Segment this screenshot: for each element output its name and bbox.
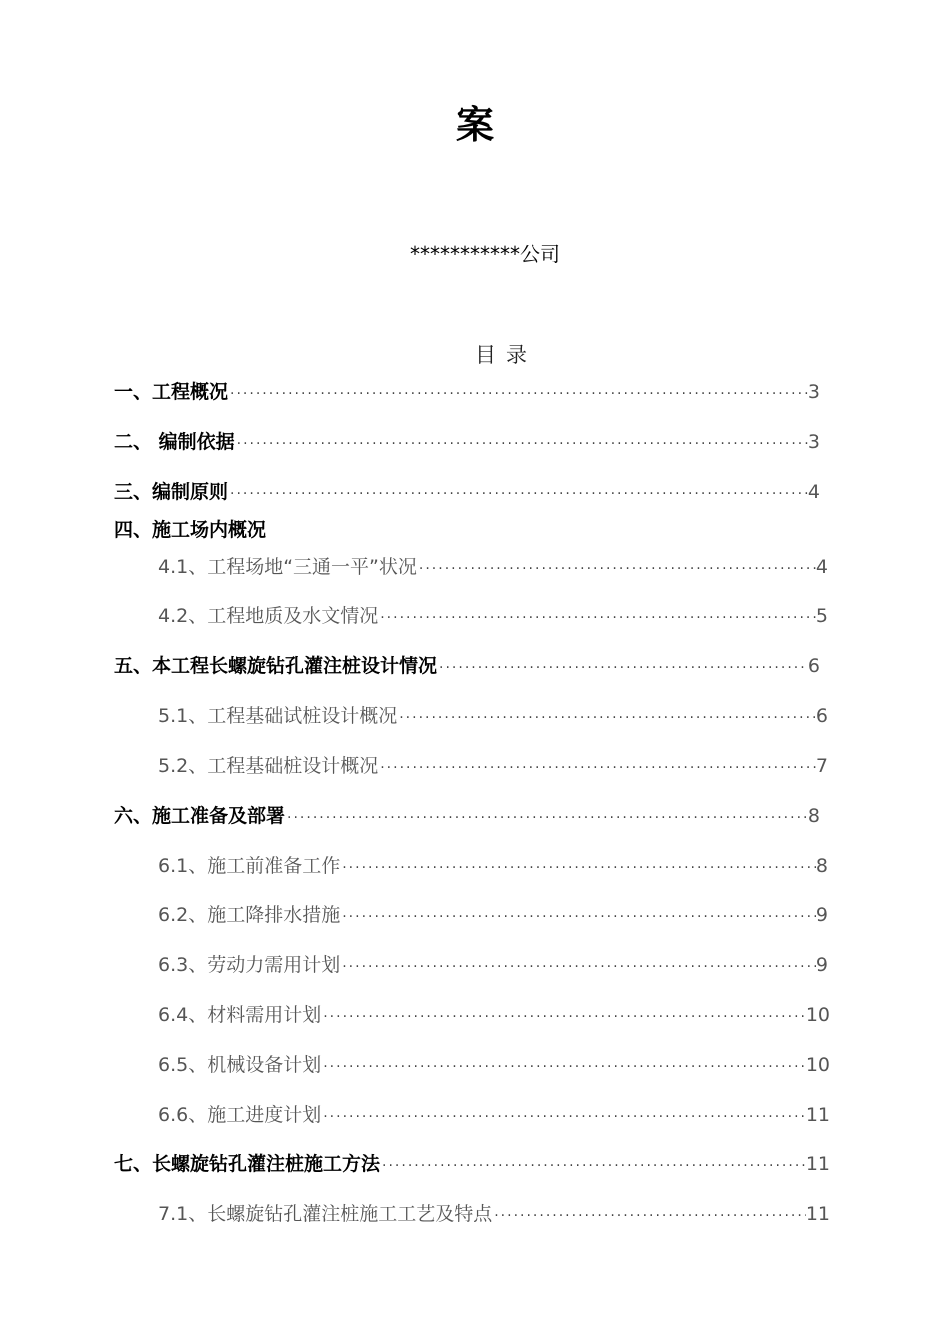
toc-entry[interactable] bbox=[114, 427, 820, 457]
toc-entry-page: 3 bbox=[807, 381, 820, 403]
toc-entry[interactable] bbox=[114, 651, 820, 681]
toc-entry-page: 6 bbox=[815, 705, 828, 727]
toc-entry-page: 10 bbox=[805, 1004, 830, 1026]
document-title: 案 bbox=[455, 103, 494, 147]
toc-entry-label: 5.2、工程基础桩设计概况 bbox=[158, 755, 379, 777]
toc-entry-page: 4 bbox=[807, 481, 820, 503]
toc-dot-leader bbox=[340, 853, 816, 883]
toc-dot-leader bbox=[285, 803, 808, 833]
toc-entry-label: 4.1、工程场地“三通一平”状况 bbox=[158, 556, 417, 578]
toc-entry[interactable] bbox=[114, 477, 820, 507]
company-name: ***********公司 bbox=[410, 242, 560, 266]
toc-entry-page: 11 bbox=[805, 1203, 830, 1225]
toc-entry-page: 8 bbox=[807, 805, 820, 827]
toc-entry[interactable] bbox=[158, 552, 828, 582]
toc-entry-label: 三、编制原则 bbox=[114, 481, 229, 503]
toc-entry[interactable] bbox=[114, 1149, 830, 1179]
toc-entry-page: 7 bbox=[815, 755, 828, 777]
toc-entry-page: 11 bbox=[805, 1104, 830, 1126]
toc-entry-label: 6.6、施工进度计划 bbox=[158, 1104, 322, 1126]
toc-entry-label: 6.4、材料需用计划 bbox=[158, 1004, 322, 1026]
toc-dot-leader bbox=[228, 379, 808, 409]
toc-dot-leader bbox=[340, 902, 816, 932]
toc-dot-leader bbox=[321, 1002, 806, 1032]
toc-dot-leader bbox=[380, 1151, 806, 1181]
toc-entry-label: 七、长螺旋钻孔灌注桩施工方法 bbox=[114, 1153, 381, 1175]
toc-dot-leader bbox=[321, 1052, 806, 1082]
toc-entry[interactable] bbox=[114, 515, 820, 545]
toc-dot-leader bbox=[417, 554, 816, 584]
toc-dot-leader bbox=[437, 653, 808, 683]
toc-heading: 目录 bbox=[475, 343, 537, 367]
toc-entry[interactable] bbox=[158, 1199, 830, 1229]
toc-entry-page: 5 bbox=[815, 605, 828, 627]
toc-entry[interactable] bbox=[114, 801, 820, 831]
toc-dot-leader bbox=[235, 429, 808, 459]
toc-entry-label: 6.5、机械设备计划 bbox=[158, 1054, 322, 1076]
toc-entry-page: 3 bbox=[807, 431, 820, 453]
toc-entry-page: 11 bbox=[805, 1153, 830, 1175]
toc-entry[interactable] bbox=[158, 851, 828, 881]
toc-entry[interactable] bbox=[158, 1000, 830, 1030]
toc-entry-label: 四、施工场内概况 bbox=[114, 519, 267, 541]
toc-entry-label: 6.1、施工前准备工作 bbox=[158, 855, 341, 877]
toc-dot-leader bbox=[340, 952, 816, 982]
toc-entry-label: 六、施工准备及部署 bbox=[114, 805, 286, 827]
toc-dot-leader bbox=[378, 603, 816, 633]
toc-dot-leader bbox=[378, 753, 816, 783]
toc-entry-label: 7.1、长螺旋钻孔灌注桩施工工艺及特点 bbox=[158, 1203, 493, 1225]
toc-entry-page: 10 bbox=[805, 1054, 830, 1076]
toc-dot-leader bbox=[228, 479, 808, 509]
toc-entry[interactable] bbox=[158, 1100, 830, 1130]
toc-entry[interactable] bbox=[158, 900, 828, 930]
toc-dot-leader bbox=[397, 703, 816, 733]
toc-entry-label: 4.2、工程地质及水文情况 bbox=[158, 605, 379, 627]
toc-entry-page: 4 bbox=[815, 556, 828, 578]
toc-entry-page: 6 bbox=[807, 655, 820, 677]
toc-entry-label: 二、 编制依据 bbox=[114, 431, 235, 453]
toc-entry[interactable] bbox=[158, 701, 828, 731]
toc-entry-label: 一、工程概况 bbox=[114, 381, 229, 403]
toc-entry-label: 6.3、劳动力需用计划 bbox=[158, 954, 341, 976]
toc-entry-page: 9 bbox=[815, 904, 828, 926]
toc-entry[interactable] bbox=[158, 950, 828, 980]
toc-dot-leader bbox=[321, 1102, 806, 1132]
toc-entry[interactable] bbox=[158, 1050, 830, 1080]
toc-entry-label: 6.2、施工降排水措施 bbox=[158, 904, 341, 926]
toc-entry[interactable] bbox=[114, 377, 820, 407]
toc-dot-leader bbox=[492, 1201, 806, 1231]
toc-entry[interactable] bbox=[158, 601, 828, 631]
toc-entry-page: 9 bbox=[815, 954, 828, 976]
toc-entry-label: 5.1、工程基础试桩设计概况 bbox=[158, 705, 398, 727]
toc-entry[interactable] bbox=[158, 751, 828, 781]
toc-entry-page: 8 bbox=[815, 855, 828, 877]
toc-entry-label: 五、本工程长螺旋钻孔灌注桩设计情况 bbox=[114, 655, 438, 677]
